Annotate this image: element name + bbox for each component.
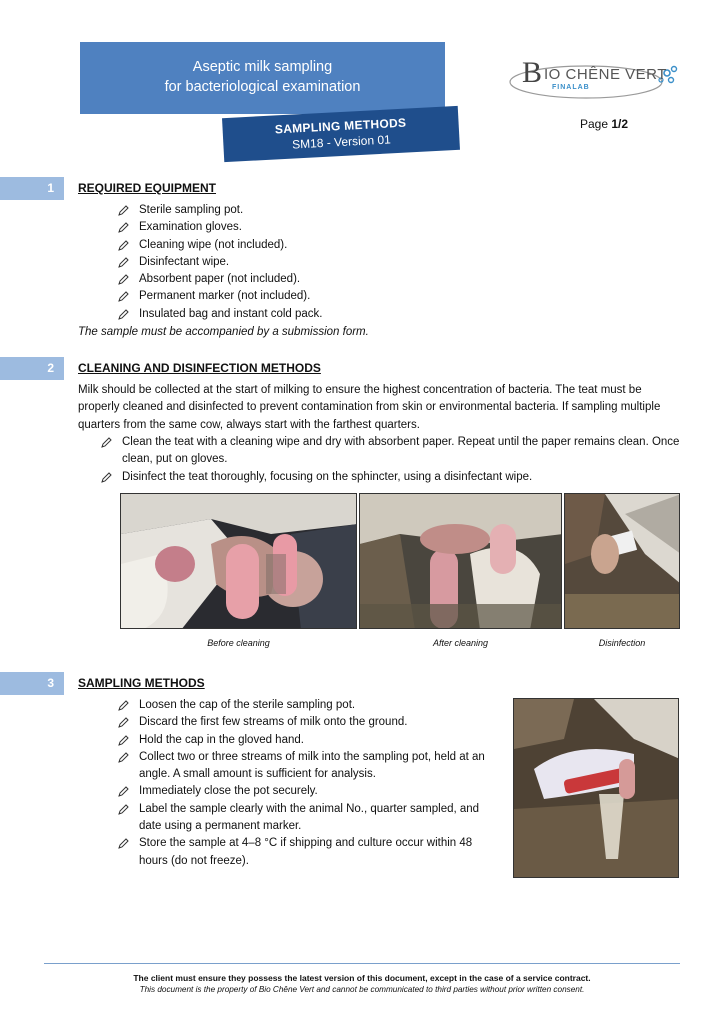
equipment-list [117, 202, 323, 323]
section-1-number: 1 [0, 177, 64, 200]
equipment-item [117, 237, 323, 254]
equipment-item-text: Insulated bag and instant cold pack. [139, 307, 323, 320]
logo-text: IO CHÊNE VERT [544, 66, 667, 83]
subtitle-line-1: SAMPLING METHODS [274, 115, 407, 137]
logo-subtext: FINALAB [552, 84, 590, 91]
cleaning-step-item-text: Clean the teat with a cleaning wipe and dry with absorbent paper. Repeat until the paper remains clean. Once clean, put on gloves. [122, 436, 680, 466]
subtitle-box [222, 106, 460, 162]
sampling-step-item [117, 749, 501, 784]
subtitle-line-2: SM18 - Version 01 [291, 132, 392, 152]
photo-before-cleaning [120, 493, 357, 629]
sampling-steps-list [117, 697, 501, 870]
pen-bullet-icon [117, 717, 129, 729]
sampling-step-item [117, 732, 501, 749]
caption-after-cleaning: After cleaning [432, 638, 489, 648]
photo-sampling [513, 698, 679, 878]
equipment-item [117, 306, 323, 323]
equipment-item [117, 271, 323, 288]
sampling-step-item [117, 714, 501, 731]
pen-bullet-icon [117, 205, 129, 217]
page-value: 1/2 [611, 117, 629, 131]
sampling-step-item-text: Label the sample clearly with the animal No., quarter sampled, and date using a permanent marker. [139, 802, 480, 833]
photo-after-cleaning [359, 493, 562, 629]
equipment-item-text: Disinfectant wipe. [139, 255, 230, 268]
equipment-item [117, 219, 323, 236]
caption-disinfection: Disinfection [598, 638, 646, 648]
pen-bullet-icon [117, 309, 129, 321]
pen-bullet-icon [100, 437, 112, 449]
title-line-1: Aseptic milk sampling [192, 59, 333, 75]
page-number [580, 117, 628, 131]
cleaning-steps-list [100, 434, 680, 486]
section-1-title: REQUIRED EQUIPMENT [78, 181, 217, 195]
pen-bullet-icon [117, 222, 129, 234]
title-line-2: for bacteriological examination [164, 79, 361, 95]
section-3-number: 3 [0, 672, 64, 695]
sampling-step-item [117, 835, 501, 870]
equipment-item-text: Examination gloves. [139, 221, 242, 234]
sampling-step-item-text: Hold the cap in the gloved hand. [139, 733, 304, 746]
pen-bullet-icon [117, 257, 129, 269]
caption-before-cleaning: Before cleaning [207, 638, 270, 648]
equipment-item-text: Absorbent paper (not included). [139, 273, 301, 286]
photo-disinfection [564, 493, 680, 629]
section-3-title: SAMPLING METHODS [78, 676, 205, 690]
sampling-step-item-text: Store the sample at 4–8 °C if shipping and culture occur within 48 hours (do not freeze). [139, 837, 473, 867]
sampling-step-item [117, 801, 501, 836]
pen-bullet-icon [117, 786, 129, 798]
pen-bullet-icon [117, 752, 129, 764]
cleaning-step-item-text: Disinfect the teat thoroughly, focusing on the sphincter, using a disinfectant wipe. [122, 470, 533, 483]
sampling-step-item-text: Discard the first few streams of milk onto the ground. [139, 716, 408, 729]
section-2-title: CLEANING AND DISINFECTION METHODS [78, 361, 321, 375]
page-label: Page [580, 117, 612, 131]
pen-bullet-icon [117, 291, 129, 303]
sampling-step-item [117, 697, 501, 714]
document-title-box [80, 42, 445, 114]
logo-letter-b: B [522, 56, 543, 89]
pen-bullet-icon [117, 240, 129, 252]
sampling-step-item-text: Loosen the cap of the sterile sampling pot. [139, 699, 356, 711]
equipment-item-text: Permanent marker (not included). [139, 290, 311, 303]
sampling-step-item-text: Collect two or three streams of milk into the sampling pot, held at an angle. A small amount is sufficient for analysis. [139, 750, 485, 781]
pen-bullet-icon [117, 700, 129, 712]
equipment-item [117, 254, 323, 271]
footer-divider [44, 963, 680, 964]
equipment-item [117, 202, 323, 219]
equipment-item [117, 288, 323, 305]
sampling-step-item [117, 783, 501, 800]
cleaning-step-item [100, 434, 680, 469]
cleaning-step-item [100, 469, 680, 486]
pen-bullet-icon [100, 472, 112, 484]
pen-bullet-icon [117, 838, 129, 850]
pen-bullet-icon [117, 274, 129, 286]
submission-note: The sample must be accompanied by a submission form. [78, 326, 369, 338]
pen-bullet-icon [117, 735, 129, 747]
company-logo [508, 56, 680, 104]
section-2-number: 2 [0, 357, 64, 380]
pen-bullet-icon [117, 804, 129, 816]
footer-version-notice: The client must ensure they possess the latest version of this document, except in the case of a service contract. [133, 973, 591, 983]
equipment-item-text: Cleaning wipe (not included). [139, 238, 288, 251]
equipment-item-text: Sterile sampling pot. [139, 204, 244, 216]
cleaning-paragraph: Milk should be collected at the start of milking to ensure the highest concentration of bacteria. The teat must be properly cleaned and disinfected to prevent contamination from skin or environmental bacteria. If sampling multiple quarters from the same cow, always start with the farthest quarters. [78, 384, 661, 431]
footer-property-notice: This document is the property of Bio Chêne Vert and cannot be communicated to third parties without prior written consent. [139, 985, 585, 994]
sampling-step-item-text: Immediately close the pot securely. [139, 785, 318, 798]
